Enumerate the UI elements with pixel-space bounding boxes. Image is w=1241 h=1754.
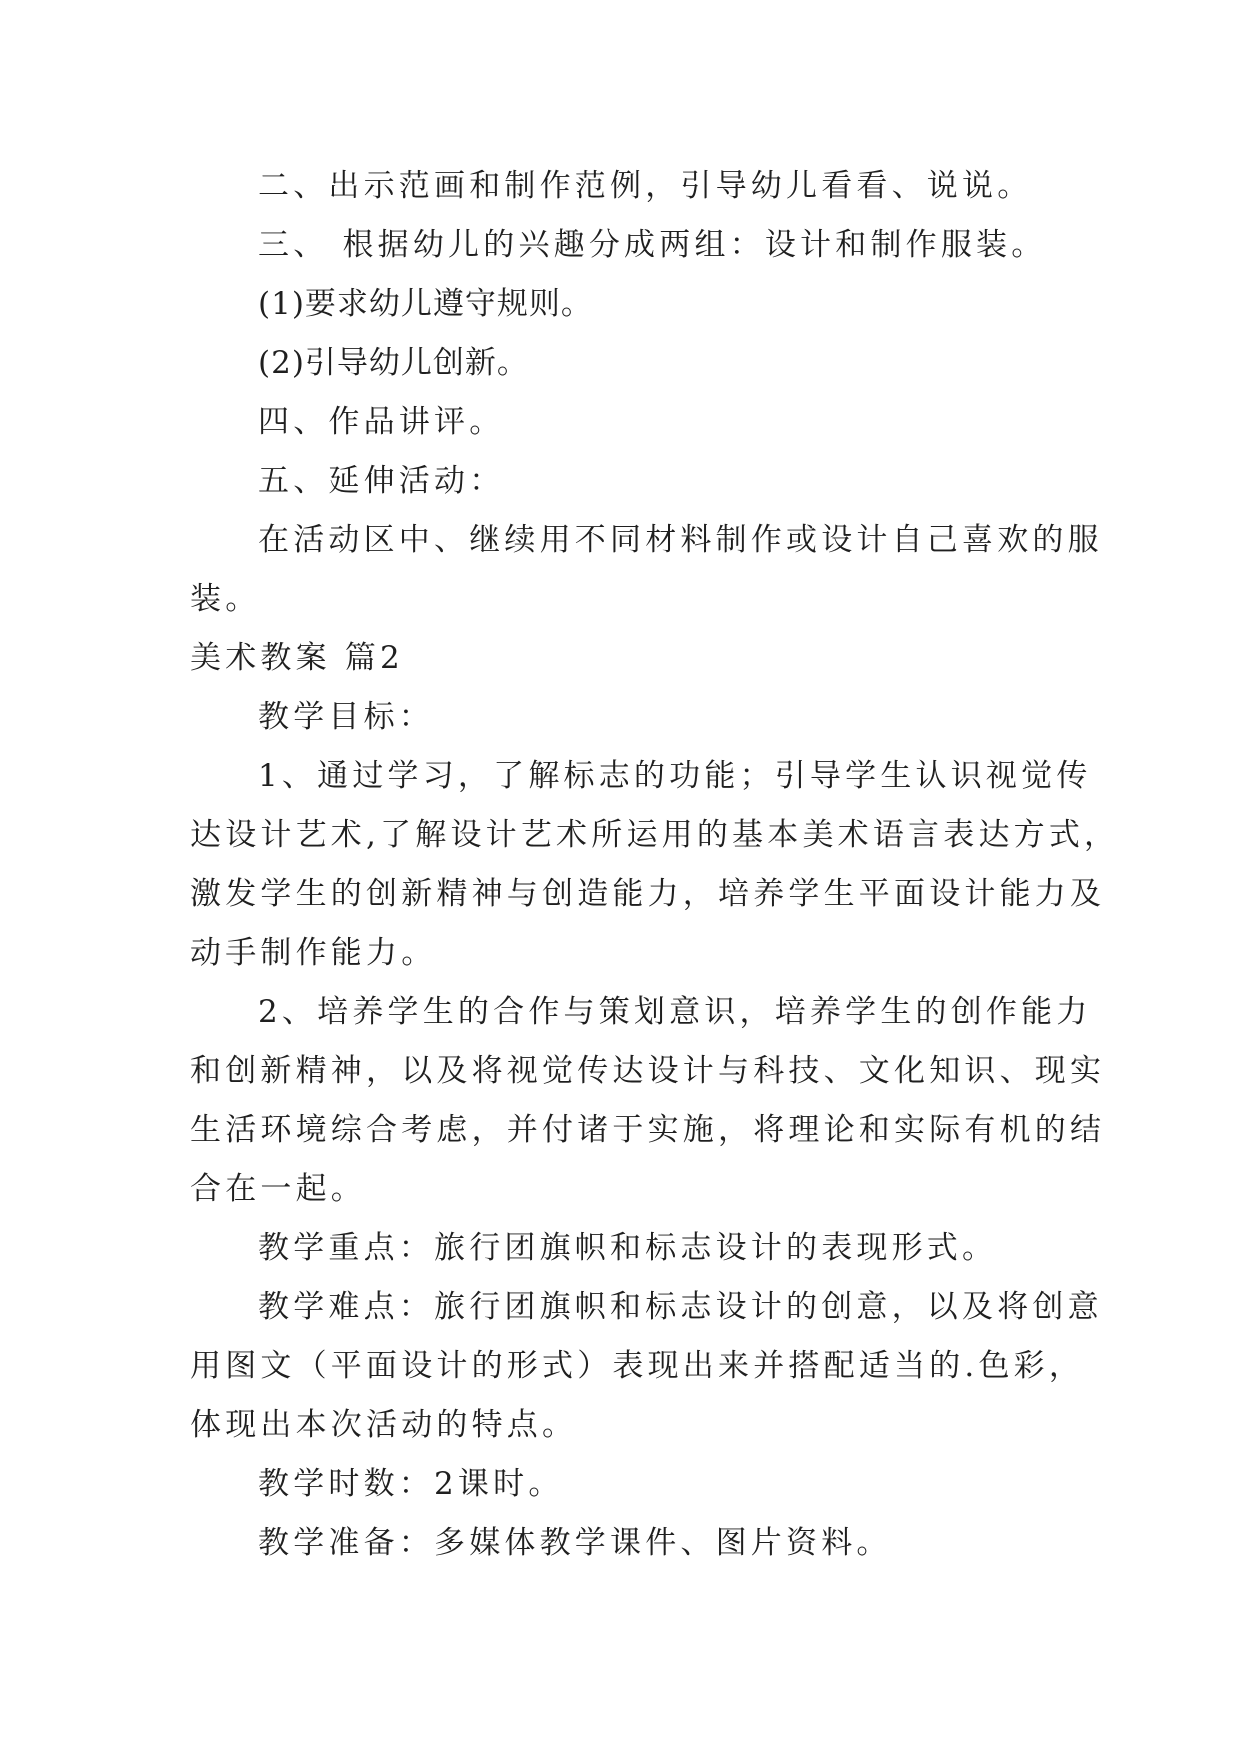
- paragraph-line: 生活环境综合考虑，并付诸于实施，将理论和实际有机的结: [190, 1112, 1106, 1148]
- paragraph-line: 动手制作能力。: [190, 935, 437, 971]
- paragraph-line: 五、延伸活动：: [258, 463, 505, 499]
- paragraph-line: 装。: [190, 581, 261, 617]
- paragraph-line: 四、作品讲评。: [258, 404, 505, 440]
- paragraph-line: (2)引导幼儿创新。: [258, 345, 529, 381]
- paragraph-line: 教学准备：多媒体教学课件、图片资料。: [258, 1525, 892, 1561]
- paragraph-line: 教学时数：2课时。: [258, 1466, 564, 1502]
- paragraph-line: 三、 根据幼儿的兴趣分成两组：设计和制作服装。: [258, 227, 1047, 263]
- paragraph-line: 和创新精神，以及将视觉传达设计与科技、文化知识、现实: [190, 1053, 1106, 1089]
- paragraph-line: 合在一起。: [190, 1171, 366, 1207]
- paragraph-line: 教学难点：旅行团旗帜和标志设计的创意，以及将创意: [258, 1289, 1103, 1325]
- paragraph-line: 教学重点：旅行团旗帜和标志设计的表现形式。: [258, 1230, 998, 1266]
- paragraph-line: 用图文（平面设计的形式）表现出来并搭配适当的.色彩，: [190, 1348, 1085, 1384]
- paragraph-line: 教学目标：: [258, 699, 434, 735]
- paragraph-line: 体现出本次活动的特点。: [190, 1407, 578, 1443]
- paragraph-line: 1、通过学习，了解标志的功能；引导学生认识视觉传: [258, 758, 1092, 794]
- paragraph-line: (1)要求幼儿遵守规则。: [258, 286, 593, 322]
- section-heading: 美术教案 篇2: [190, 640, 404, 676]
- paragraph-line: 达设计艺术,了解设计艺术所运用的基本美术语言表达方式，: [190, 817, 1120, 853]
- paragraph-line: 激发学生的创新精神与创造能力，培养学生平面设计能力及: [190, 876, 1106, 912]
- paragraph-line: 在活动区中、继续用不同材料制作或设计自己喜欢的服: [258, 522, 1103, 558]
- paragraph-line: 2、培养学生的合作与策划意识，培养学生的创作能力: [258, 994, 1092, 1030]
- paragraph-line: 二、出示范画和制作范例，引导幼儿看看、说说。: [258, 168, 1033, 204]
